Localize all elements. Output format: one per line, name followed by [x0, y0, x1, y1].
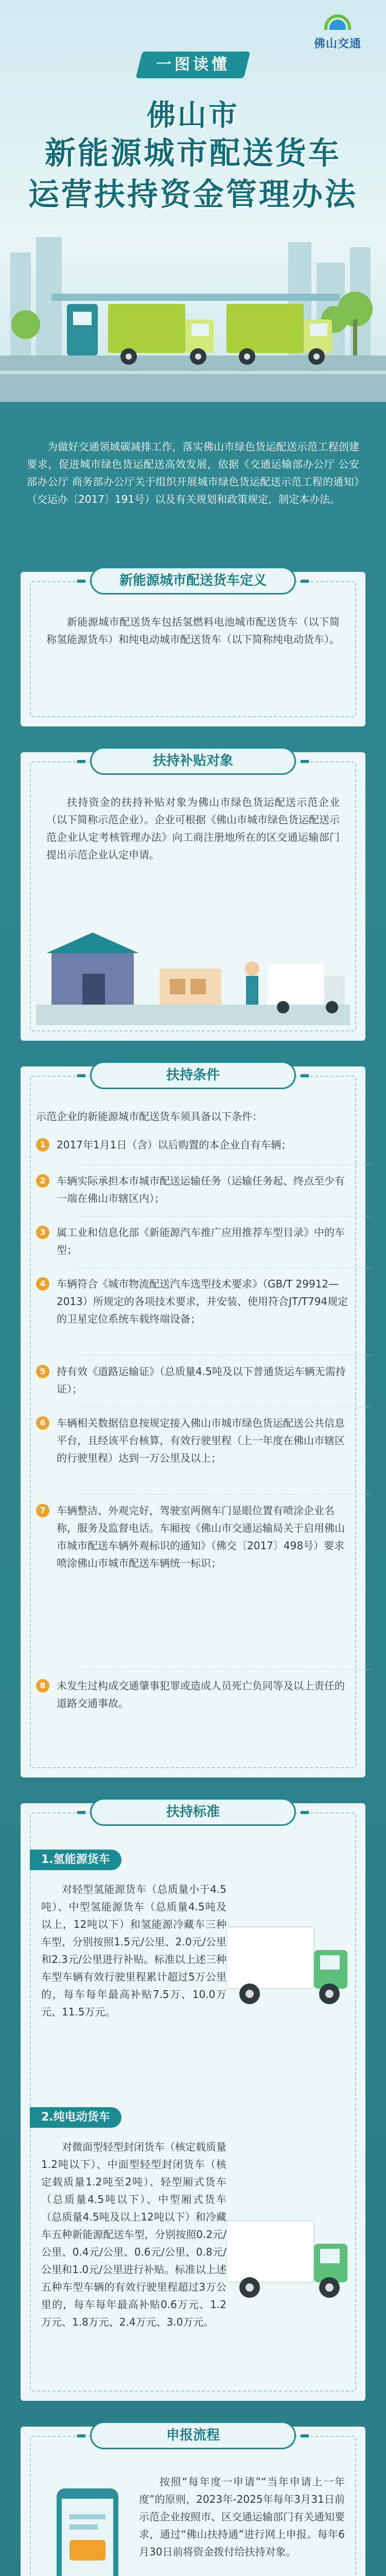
condition-number: 7	[36, 1504, 49, 1517]
hydrogen-text: 对轻型氢能源货车（总质量小于4.5吨）、中型氢能源货车（总质量4.5吨及以上，12吨以下）和氢能源冷藏车三种车型，分别按照1.5元/公里、2.0元/公里和2.3元/公里进行补贴。标准以上述三种车型车辆有效行驶里程累计超过5万公里的，每车每年最高补贴7.5万、10.0万元、11.5万元。	[41, 1883, 226, 2018]
title-line-3: 运营扶持资金管理办法	[28, 177, 358, 213]
condition-item-7	[36, 1502, 350, 1572]
target-title: 扶持补贴对象	[90, 747, 296, 775]
condition-item-5	[36, 1363, 350, 1398]
definition-text: 新能源城市配送货车包括氢燃料电池城市配送货车（以下简称氢能源货车）和纯电动城市配送货车（以下简称纯电动货车）。	[46, 616, 340, 646]
condition-item-2	[36, 1172, 350, 1207]
phone-illustration	[41, 2483, 134, 2576]
hydrogen-label: 1.氢能源货车	[30, 1850, 121, 1870]
standards-title: 扶持标准	[90, 1798, 296, 1826]
definition-title: 新能源城市配送货车定义	[90, 567, 296, 595]
warehouse-illustration	[36, 922, 350, 1025]
intro-section	[27, 438, 359, 551]
condition-number: 3	[36, 1226, 49, 1239]
apply-card	[21, 2427, 365, 2576]
conditions-title: 扶持条件	[90, 1061, 296, 1089]
condition-item-8	[36, 1677, 350, 1712]
condition-text: 属工业和信息化部《新能源汽车推广应用推荐车型目录》中的车型；	[57, 1226, 345, 1256]
condition-number: 2	[36, 1174, 49, 1188]
condition-text: 车辆整洁、外观完好，驾驶室两侧车门显眼位置有喷涂企业名称，服务及监督电话。车厢按《佛山市交通运输局关于启用佛山市城市配送车辆外观标识的通知》（佛交〔2017〕498号）要求喷涂佛山市城市配送车辆统一标识；	[57, 1504, 345, 1569]
electric-truck-icon	[226, 2205, 355, 2308]
brand-logo	[307, 10, 369, 51]
condition-item-1	[36, 1136, 350, 1154]
condition-number: 6	[36, 1416, 49, 1430]
condition-number: 5	[36, 1365, 49, 1378]
title-line-1: 佛山市	[147, 99, 239, 132]
apply-title: 申报流程	[90, 2421, 296, 2449]
hero-illustration	[0, 216, 386, 402]
electric-text: 对微面型轻型封闭货车（核定载质量1.2吨以下）、中面型轻型封闭货车（核定载质量1.2吨至2吨）、轻型厢式货车（总质量4.5吨以下）、中型厢式货车（总质量4.5吨及以上12吨以下）和冷藏车五种新能源配送车型，分别按照0.2元/公里、0.4元/公里、0.6元/公里、0.8元/公里和1.0元/公里进行补贴。标准以上述五种车型车辆的有效行驶里程超过3万公里的，每车每年最高补贴0.6万元、1.2万元、1.8万元、2.4万元、3.0万元。	[41, 2141, 226, 2328]
header-badge: 一图读懂	[136, 52, 251, 78]
target-card	[21, 752, 365, 1041]
definition-card	[21, 572, 365, 726]
apply-text: 按照“每年度一申请”“当年申请上一年度”的原则，2023年-2025年每年3月31日前示范企业按照市、区交通运输部门有关通知要求，通过“佛山扶持通”进行网上申报。每年6月30日前将资金拨付给扶持对象。	[139, 2476, 345, 2558]
intro-text: 为做好交通领域碳减排工作，落实佛山市绿色货运配送示范工程创建要求，促进城市绿色货运配送高效发展，依据《交通运输部办公厅 公安部办公厅 商务部办公厅关于组织开展城市绿色货运配送示范工程的通知》（交运办〔2017〕191号）以及有关规划和政策规定，制定本办法。	[27, 440, 359, 505]
hydrogen-truck-icon	[226, 1911, 355, 2014]
condition-number: 4	[36, 1277, 49, 1291]
standards-card	[21, 1803, 365, 2401]
condition-number: 1	[36, 1138, 49, 1151]
condition-text: 持有效《道路运输证》（总质量4.5吨及以下普通货运车辆无需持证）；	[57, 1365, 346, 1395]
condition-text: 2017年1月1日（含）以后购置的本企业自有车辆；	[57, 1139, 292, 1151]
condition-text: 未发生过构成交通肇事犯罪或造成人员死亡负同等及以上责任的道路交通事故。	[57, 1680, 345, 1709]
condition-text: 车辆符合《城市物流配送汽车选型技术要求》（GB/T 29912—2013）所规定的各项技术要求，并安装、使用符合JT/T794规定的卫星定位系统车载终端设备；	[57, 1278, 348, 1325]
condition-item-3	[36, 1224, 350, 1259]
logo-icon	[321, 10, 354, 34]
condition-text: 车辆相关数据信息按规定接入佛山市城市绿色货运配送公共信息平台，且经该平台核算，有效行驶里程（上一年度在佛山市辖区的行驶里程）达到一万公里及以上；	[57, 1417, 345, 1464]
electric-label: 2.纯电动货车	[30, 2107, 121, 2128]
title-line-2: 新能源城市配送货车	[45, 135, 341, 172]
logo-text: 佛山交通	[313, 38, 361, 50]
condition-item-6	[36, 1414, 350, 1467]
target-text: 扶持资金的扶持补贴对象为佛山市绿色货运配送示范企业（以下简称示范企业）。企业可根据《佛山市城市绿色货运配送示范企业认定考核管理办法》向工商注册地所在的区交通运输部门提出示范企业认定申请。	[46, 796, 340, 861]
conditions-card	[21, 1066, 365, 1777]
hero-banner	[0, 0, 386, 402]
condition-number: 8	[36, 1679, 49, 1692]
condition-item-4	[36, 1275, 350, 1328]
condition-text: 车辆实际承担本市城市配送运输任务（运输任务起、终点至少有一端在佛山市辖区内）；	[57, 1175, 345, 1205]
conditions-lead: 示范企业的新能源城市配送货车须具备以下条件：	[36, 1110, 262, 1123]
